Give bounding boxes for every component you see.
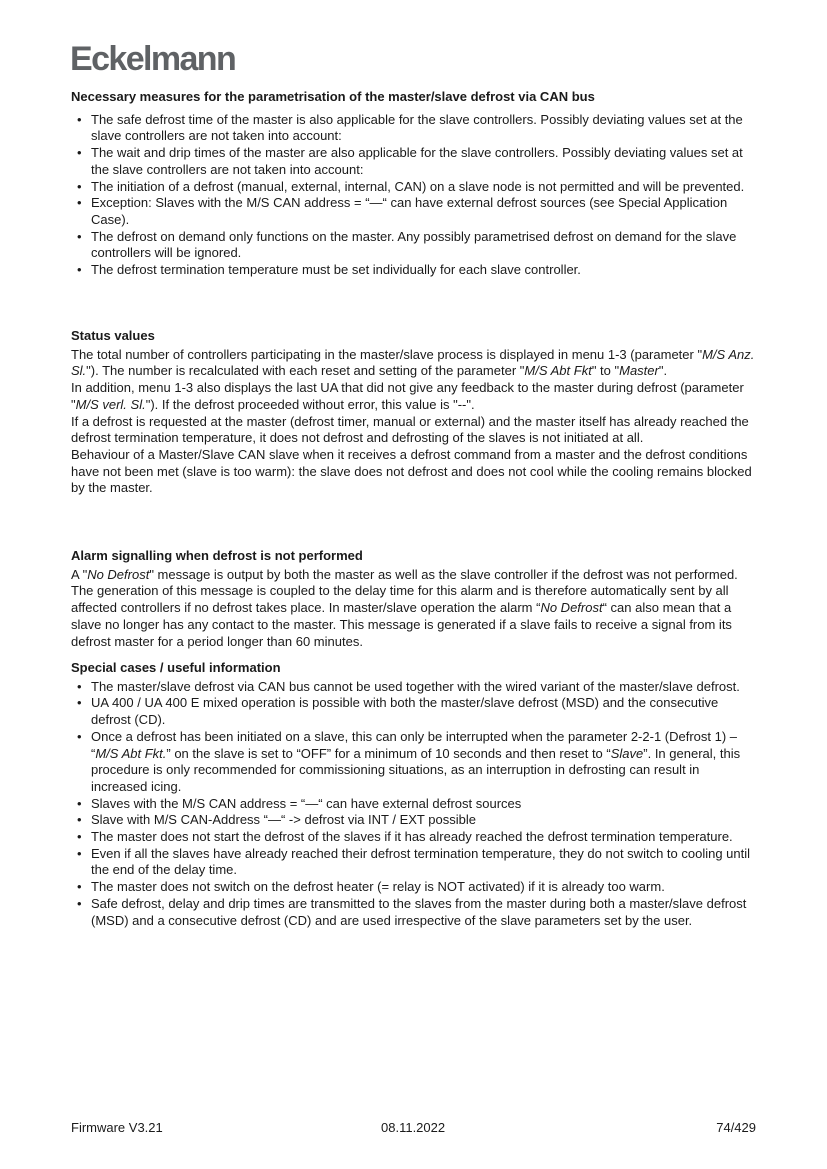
list-item — [71, 679, 755, 696]
paragraph — [71, 347, 755, 380]
text-run: The master does not start the defrost of the slaves if it has already reached the defrost termination temperature. — [91, 829, 733, 845]
text-run: Once a defrost has been initiated on a slave, this can only be interrupted when the parameter 2-2-1 (Defrost 1) – “ — [91, 728, 738, 761]
text-run: "). The number is recalculated with each reset and setting of the parameter " — [86, 363, 525, 379]
paragraph — [71, 447, 755, 497]
section-heading: Alarm signalling when defrost is not performed — [71, 548, 363, 563]
list-item — [71, 262, 755, 279]
text-run: UA 400 / UA 400 E mixed operation is possible with both the master/slave defrost (MSD) and the consecutive defrost (CD). — [91, 695, 719, 728]
eckelmann-logo: Eckelmann — [70, 40, 236, 78]
list-item — [71, 145, 755, 178]
text-run: If a defrost is requested at the master (defrost timer, manual or external) and the master itself has already reached the defrost termination temperature, it does not defrost and defrosting of the slaves is not initiated at all. — [71, 413, 749, 446]
text-run: The master/slave defrost via CAN bus cannot be used together with the wired variant of the master/slave defrost. — [91, 678, 740, 694]
section-alarm-signalling — [71, 548, 755, 650]
parameter-name: Slave — [610, 745, 644, 761]
bullet-list — [71, 679, 755, 930]
list-item — [71, 195, 755, 228]
parameter-name: No Defrost — [87, 566, 150, 582]
parameter-name: No Defrost — [540, 600, 603, 616]
text-run: “ can also mean that a slave no longer has any contact to the master. This message is generated if a slave fails to receive a signal from its defrost master for a period longer than 60 minutes. — [71, 600, 732, 649]
text-run: The initiation of a defrost (manual, external, internal, CAN) on a slave node is not permitted and will be prevented. — [91, 178, 745, 194]
text-run: The wait and drip times of the master are also applicable for the slave controllers. Possibly deviating values set at the slave controllers are not taken into account: — [91, 145, 743, 177]
section-special-cases — [71, 660, 755, 929]
list-item — [71, 229, 755, 262]
text-run: "). If the defrost proceeded without error, this value is "--". — [145, 396, 475, 412]
text-run: Safe defrost, delay and drip times are transmitted to the slaves from the master during both a master/slave defrost (MSD) and a consecutive defrost (CD) and are used irrespective of the slave parameters set by the user. — [91, 895, 747, 928]
text-run: Slave with M/S CAN-Address “—“ -> defrost via INT / EXT possible — [91, 812, 476, 828]
text-run: The master does not switch on the defrost heater (= relay is NOT activated) if it is already too warm. — [91, 879, 665, 895]
text-run: The total number of controllers participating in the master/slave process is displayed in menu 1-3 (parameter " — [71, 346, 703, 362]
text-run: The defrost termination temperature must be set individually for each slave controller. — [91, 262, 581, 278]
section-necessary-measures — [71, 89, 755, 279]
footer-date: 08.11.2022 — [381, 1120, 446, 1135]
text-run: " message is output by both the master as well as the slave controller if the defrost was not performed. The generation of this message is coupled to the delay time for this alarm and is therefore automatically sent by all affected controllers if no defrost takes place. In master/slave operation the alarm “ — [71, 566, 738, 616]
paragraphs — [71, 347, 755, 497]
text-run: " to " — [591, 363, 620, 379]
list-item — [71, 729, 755, 796]
list-item — [71, 846, 755, 879]
list-item — [71, 695, 755, 728]
section-heading: Necessary measures for the parametrisation of the master/slave defrost via CAN bus — [71, 89, 595, 104]
footer-firmware: Firmware V3.21 — [71, 1120, 163, 1135]
section-status-values — [71, 328, 755, 497]
list-item — [71, 879, 755, 896]
text-run: Even if all the slaves have already reached their defrost termination temperature, they do not switch to cooling until the end of the delay time. — [91, 845, 751, 878]
parameter-name: M/S Abt Fkt. — [95, 745, 167, 761]
section-heading: Status values — [71, 328, 155, 343]
text-run: Slaves with the M/S CAN address = “—“ can have external defrost sources — [91, 795, 522, 811]
paragraph — [71, 380, 755, 413]
parameter-name: M/S Anz. Sl. — [71, 346, 755, 379]
text-run: The safe defrost time of the master is also applicable for the slave controllers. Possibly deviating values set at the slave controllers are not taken into account: — [91, 111, 743, 144]
text-run: ". — [658, 363, 668, 379]
paragraph — [71, 567, 755, 651]
footer-page-number: 74/429 — [716, 1120, 756, 1135]
list-item — [71, 112, 755, 145]
list-item — [71, 829, 755, 846]
paragraph — [71, 414, 755, 447]
text-run: In addition, menu 1-3 also displays the last UA that did not give any feedback to the master during defrost (parameter " — [71, 380, 744, 412]
list-item — [71, 796, 755, 813]
text-run: ” on the slave is set to “OFF” for a minimum of 10 seconds and then reset to “ — [166, 745, 611, 761]
text-run: The defrost on demand only functions on the master. Any possibly parametrised defrost on demand for the slave controllers will be ignored. — [91, 228, 737, 261]
parameter-name: M/S verl. Sl. — [75, 396, 146, 412]
text-run: Behaviour of a Master/Slave CAN slave when it receives a defrost command from a master and the defrost conditions have not been met (slave is too warm): the slave does not defrost and does not cool while the cooling remains blocked by the master. — [71, 446, 752, 496]
parameter-name: Master — [619, 363, 659, 379]
text-run: Exception: Slaves with the M/S CAN address = “—“ can have external defrost sources (see Special Application Case). — [91, 195, 728, 227]
text-run: A " — [71, 566, 88, 582]
list-item — [71, 812, 755, 829]
list-item — [71, 179, 755, 196]
section-heading: Special cases / useful information — [71, 660, 281, 675]
parameter-name: M/S Abt Fkt — [524, 363, 592, 379]
list-item — [71, 896, 755, 929]
text-run: ”. In general, this procedure is only recommended for commissioning situations, as an interruption in defrosting can result in increased icing. — [91, 745, 741, 794]
bullet-list — [71, 112, 755, 279]
paragraphs — [71, 567, 755, 651]
